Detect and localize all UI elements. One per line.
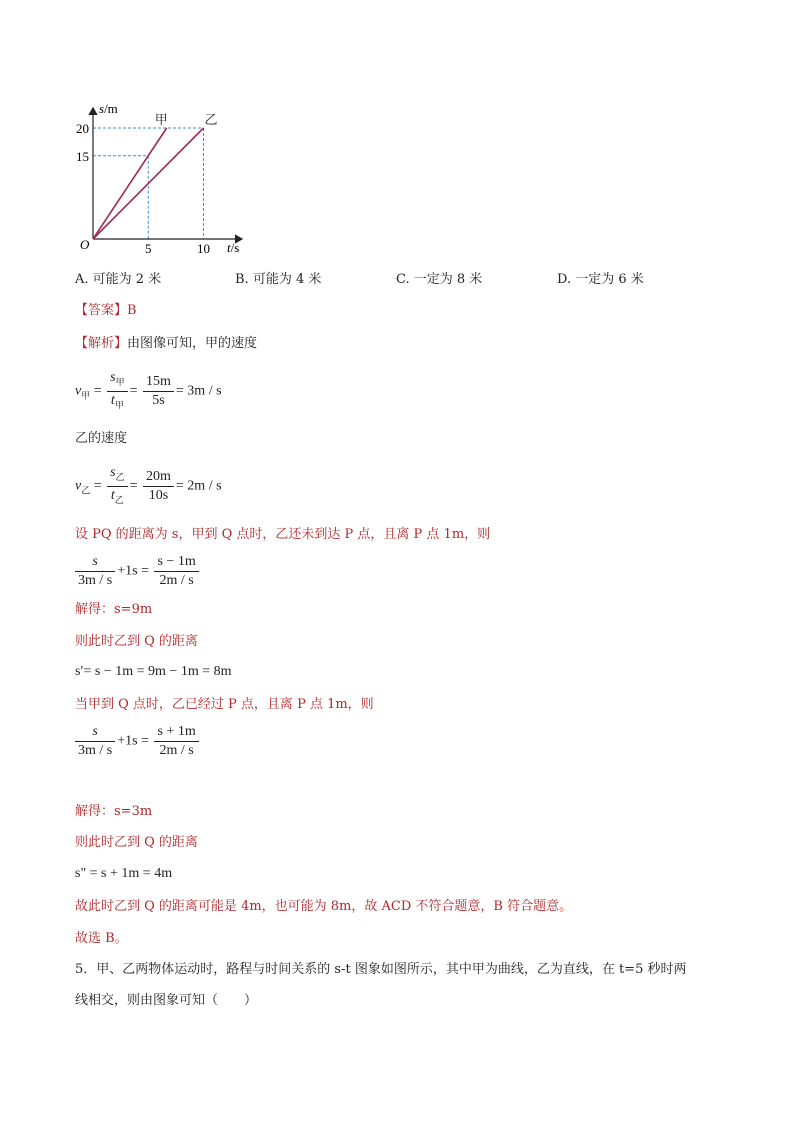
dist2-text: 则此时乙到 Q 的距离 bbox=[75, 835, 198, 850]
case2-text: 当甲到 Q 点时，乙已经过 P 点，且离 P 点 1m，则 bbox=[75, 697, 374, 712]
x-tick-label-1: 10 bbox=[197, 241, 210, 256]
solve1: 解得：s=9m bbox=[75, 602, 153, 617]
origin-label: O bbox=[80, 237, 90, 252]
y-axis-label: s/m bbox=[99, 101, 118, 116]
option-a: A. 可能为 2 米 bbox=[75, 272, 162, 287]
analysis-line: 【解析】由图像可知，甲的速度 bbox=[75, 336, 258, 351]
series-name-0: 甲 bbox=[154, 112, 168, 127]
series-line-0 bbox=[93, 128, 167, 239]
equation-case1: $\frac{s}{3m / s}$ +1s = $\frac{s - 1m}{2m / s}$ bbox=[73, 554, 201, 589]
s-t-graph bbox=[70, 96, 260, 261]
dist1-text: 则此时乙到 Q 的距离 bbox=[75, 634, 198, 649]
solve2: 解得：s=3m bbox=[75, 804, 153, 819]
series-name-1: 乙 bbox=[204, 112, 218, 127]
equation-jia-speed: $v_甲$ = $\frac{s_甲}{t_甲}$ = $\frac{15m}{5s}$ = 3m / s bbox=[75, 370, 222, 410]
equation-yi-speed: $v_乙$ = $\frac{s_乙}{t_乙}$ = $\frac{20m}{10s}$ = 2m / s bbox=[75, 465, 222, 505]
x-tick-label-0: 5 bbox=[145, 241, 152, 256]
equation-case2: $\frac{s}{3m / s}$ +1s = $\frac{s + 1m}{2m / s}$ bbox=[73, 724, 201, 759]
case1-text: 设 PQ 的距离为 s，甲到 Q 点时，乙还未到达 P 点，且离 P 点 1m，则 bbox=[75, 527, 491, 542]
question-5-line1: 5．甲、乙两物体运动时，路程与时间关系的 s-t 图象如图所示，其中甲为曲线，乙为直线，在 t=5 秒时两 bbox=[75, 962, 687, 977]
x-axis-label: t/s bbox=[227, 240, 240, 255]
option-c: C. 一定为 8 米 bbox=[396, 272, 483, 287]
answer-line: 【答案】B bbox=[75, 303, 137, 318]
choose-line: 故选 B。 bbox=[75, 931, 128, 946]
question-5-line2: 线相交，则由图象可知（ ） bbox=[75, 993, 258, 1008]
option-b: B. 可能为 4 米 bbox=[235, 272, 322, 287]
option-d: D. 一定为 6 米 bbox=[557, 272, 644, 287]
equation-dist2: s" = s + 1m = 4m bbox=[75, 866, 173, 881]
equation-dist1: s′= s − 1m = 9m − 1m = 8m bbox=[75, 664, 232, 679]
y-tick-label-0: 15 bbox=[76, 148, 89, 164]
conclusion: 故此时乙到 Q 的距离可能是 4m，也可能为 8m，故 ACD 不符合题意，B 符合题意。 bbox=[75, 899, 573, 914]
yi-speed-label: 乙的速度 bbox=[75, 431, 128, 446]
y-tick-label-1: 20 bbox=[76, 121, 89, 136]
